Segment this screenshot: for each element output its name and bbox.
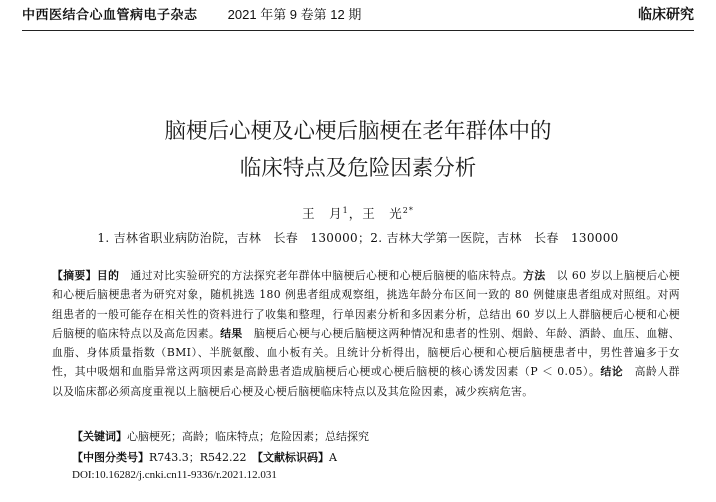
title-line-2: 临床特点及危险因素分析 bbox=[239, 156, 477, 181]
column-name: 临床研究 bbox=[638, 7, 694, 23]
doc-code-label: 【文献标识码】 bbox=[257, 451, 330, 464]
abstract-label: 【摘要】 bbox=[52, 269, 97, 282]
objective-text: 通过对比实验研究的方法探究老年群体中脑梗后心梗和心梗后脑梗的临床特点。 bbox=[130, 269, 524, 282]
conclusion-label: 结论 bbox=[600, 365, 624, 379]
article-title bbox=[0, 113, 716, 187]
abstract bbox=[52, 266, 680, 401]
results-text: 脑梗后心梗与心梗后脑梗这两种情况和患者的性别、烟龄、年龄、酒龄、血压、血糖、血脂、身体质量指数（BMI）、半胱氨酸、血小板有关。且统计分析得出，脑梗后心梗和心梗后脑梗患者中，男性普遍多于女性，其中吸烟和血脂异常这两项因素是高龄患者造成脑梗后心梗或心梗后脑梗的核心诱发因素（P ＜ 0.05）。 bbox=[52, 326, 680, 379]
clc-code: R743.3；R542.22 bbox=[149, 451, 247, 464]
author-1: 王 月 bbox=[302, 206, 343, 221]
author-separator: ， bbox=[348, 206, 363, 221]
doi: DOI:10.16282/j.cnki.cn11-9336/r.2021.12.031 bbox=[72, 469, 277, 481]
issue-info: 2021 年第 9 卷第 12 期 bbox=[227, 7, 362, 22]
keywords-label: 【关键词】 bbox=[72, 430, 127, 443]
affiliations: 1. 吉林省职业病防治院，吉林 长春 130000；2. 吉林大学第一医院，吉林 长春 130000 bbox=[97, 231, 619, 245]
keywords-text: 心脑梗死；高龄；临床特点；危险因素；总结探究 bbox=[127, 430, 369, 443]
methods-label: 方法 bbox=[523, 269, 546, 282]
author-2: 王 光 bbox=[362, 206, 403, 221]
results-label: 结果 bbox=[220, 326, 243, 340]
author-list bbox=[0, 204, 716, 222]
journal-header bbox=[22, 0, 694, 31]
journal-name: 中西医结合心血管病电子杂志 bbox=[22, 8, 198, 23]
methods-text: 以 60 岁以上脑梗后心梗和心梗后脑梗患者为研究对象，随机挑选 180 例患者组成观察组，挑选年龄分布区间一致的 80 例健康患者组成对照组。对两组患者的一般可能存在相关性的资料进行了收集和整理，行单因素分析和多因素分析，总结出 60 岁以上人群脑梗后心梗和心梗后脑梗的临床特点以及高危因素。 bbox=[52, 269, 680, 340]
conclusion-text: 高龄人群以及临床都必须高度重视以上脑梗后心梗及心梗后脑梗临床特点以及其危险因素，减少疾病危害。 bbox=[52, 365, 680, 398]
author-1-affiliation-mark: 1 bbox=[342, 205, 349, 215]
doc-code: A bbox=[329, 451, 337, 464]
clc-label: 【中图分类号】 bbox=[72, 451, 149, 464]
title-line-1: 脑梗后心梗及心梗后脑梗在老年群体中的 bbox=[164, 119, 552, 144]
author-2-affiliation-mark: 2* bbox=[402, 205, 414, 215]
objective-label: 目的 bbox=[96, 269, 120, 282]
classification bbox=[72, 449, 337, 465]
keywords bbox=[72, 428, 369, 444]
